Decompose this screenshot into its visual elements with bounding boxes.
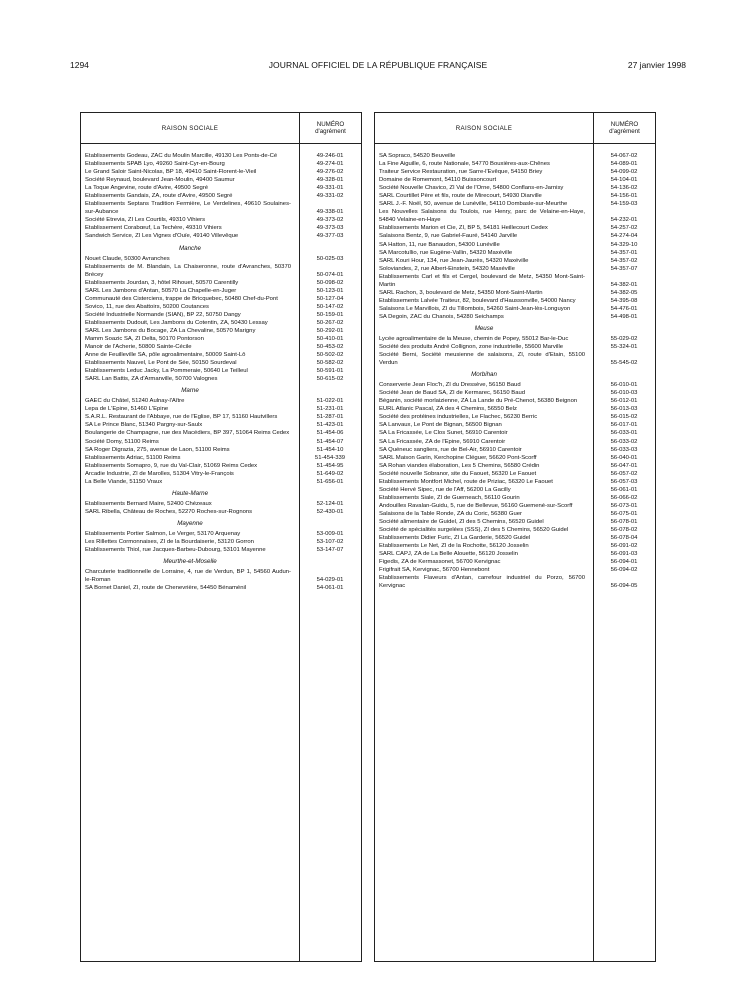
- approval-number: 50-147-02: [316, 303, 344, 310]
- company-name: Société Industrielle Normande (SIAN), BP 22, 50750 Dangy: [85, 311, 241, 318]
- approval-number: 56-010-03: [610, 390, 638, 397]
- table-row: [375, 208, 655, 224]
- company-name: Société Jean de Baud SA, ZI de Kermarec, 56150 Baud: [379, 390, 526, 397]
- company-name: SARL Lan Battis, ZA d'Armanville, 50700 Valognes: [85, 376, 218, 383]
- table-row: [375, 526, 655, 534]
- table-row: [81, 311, 361, 319]
- approval-number: 54-274-04: [610, 233, 638, 240]
- company-name: Le Grand Saloir Saint-Nicolas, BP 18, 49410 Saint-Florent-le-Vieil: [85, 169, 257, 176]
- approval-number: 50-453-02: [316, 344, 344, 351]
- table-row: [81, 176, 361, 184]
- company-name: La Belle Viande, 51150 Vraux: [85, 478, 163, 485]
- table-row: [375, 265, 655, 273]
- company-name: Communauté des Cisterciens, trappe de Bricquebec, 50480 Chef-du-Pont: [85, 295, 278, 302]
- company-name: SA La Fricassée, Le Clos Sunet, 56910 Carentoir: [379, 430, 508, 437]
- approval-number: 56-033-02: [610, 438, 638, 445]
- company-name: Société de spécialités surgelées (SSS), ZI des 5 Chemins, 56520 Guidel: [379, 527, 569, 534]
- table-row: [81, 462, 361, 470]
- page-number: 1294: [70, 60, 89, 70]
- department-heading: Marne: [181, 387, 199, 395]
- company-name: SARL Maison Garin, Kerchopine Cléguer, 56620 Pont-Scorff: [379, 454, 537, 461]
- company-name: Société Etrevia, ZI Les Courtils, 49310 Vihiers: [85, 217, 206, 224]
- approval-number: 56-040-01: [610, 454, 638, 461]
- table-row: [81, 438, 361, 446]
- table-row: [81, 568, 361, 584]
- company-name: Etablissements Bernard Maire, 52400 Chézeaux: [85, 500, 212, 507]
- company-name: Etablissements Jourdan, 3, hôtel Rihouet, 50570 Carentilly: [85, 279, 239, 286]
- table-row: [375, 313, 655, 321]
- table-row: [375, 192, 655, 200]
- company-name: Conserverie Jean Floc'h, ZI du Dressève, 56150 Baud: [379, 382, 521, 389]
- company-name: SARL Kouri Hour, 134, rue Jean-Jaurès, 54320 Maxéville: [379, 257, 529, 264]
- company-name: SARL J.-F. Noël, 50, avenue de Lunéville, 54110 Dombasle-sur-Meurthe: [379, 201, 568, 208]
- approval-number: 49-338-01: [316, 209, 344, 216]
- company-name: SA Degoin, ZAC du Chanois, 54280 Seichamps: [379, 313, 504, 320]
- approval-number: 56-010-01: [610, 382, 638, 389]
- approval-number: 54-089-01: [610, 161, 638, 168]
- company-name: Salaisons Bentz, 9, rue Gabriel-Fauré, 54140 Jarville: [379, 233, 518, 240]
- approval-number: 56-013-03: [610, 406, 638, 413]
- table-row: [375, 224, 655, 232]
- approval-number: 56-047-01: [610, 462, 638, 469]
- table-row: [375, 478, 655, 486]
- table-row: [375, 397, 655, 405]
- table-row: [375, 413, 655, 421]
- approval-number: 55-324-01: [610, 344, 638, 351]
- column-header-number-line2: d'agrément: [609, 128, 640, 135]
- company-name: Société alimentaire de Guidel, ZI des 5 Chemins, 56520 Guidel: [379, 518, 544, 525]
- left-table-body: [81, 144, 361, 592]
- table-row: [375, 429, 655, 437]
- department-heading: Haute-Marne: [171, 489, 209, 497]
- approval-number: 54-257-02: [610, 225, 638, 232]
- company-name: EURL Atlanic Pascal, ZA des 4 Chemins, 56550 Belz: [379, 406, 517, 413]
- approval-number: 50-159-01: [316, 311, 344, 318]
- company-name: Etablissements Thiol, rue Jacques-Barbeu-Dubourg, 53101 Mayenne: [85, 546, 266, 553]
- department-heading: Morbihan: [471, 371, 497, 379]
- company-name: Boulangerie de Champagne, rue des Macédiers, BP 397, 51064 Reims Cedex: [85, 430, 290, 437]
- table-row: [81, 359, 361, 367]
- approval-number: 49-331-01: [316, 185, 344, 192]
- table-row: [81, 287, 361, 295]
- approval-number: 56-012-01: [610, 398, 638, 405]
- table-row: [375, 351, 655, 367]
- table-row: [81, 470, 361, 478]
- approval-number: 54-156-01: [610, 193, 638, 200]
- table-row: [375, 494, 655, 502]
- table-row: [375, 470, 655, 478]
- table-row: [375, 574, 655, 590]
- journal-title: JOURNAL OFFICIEL DE LA RÉPUBLIQUE FRANÇAISE: [268, 60, 488, 70]
- column-header-number: [594, 113, 655, 143]
- table-header: [81, 113, 361, 144]
- approval-number: 51-454-07: [316, 438, 344, 445]
- company-name: Béganin, société morlaizienne, ZA La Lande du Pré-Chenot, 56380 Beignon: [379, 398, 578, 405]
- company-name: La Toque Angevine, route d'Avire, 49500 Segré: [85, 185, 209, 192]
- table-row: [81, 351, 361, 359]
- table-row: [81, 335, 361, 343]
- approval-number: 49-274-01: [316, 161, 344, 168]
- company-name: Frigifrait SA, Kervignac, 56700 Hennebont: [379, 567, 490, 574]
- approval-number: 51-423-01: [316, 422, 344, 429]
- approval-number: 51-649-02: [316, 470, 344, 477]
- company-name: Etablissements Montfort Michel, route de Priziac, 56320 Le Faouet: [379, 478, 553, 485]
- company-name: Etablissements Somapro, 9, rue du Val-Clair, 51069 Reims Cedex: [85, 462, 258, 469]
- table-header: [375, 113, 655, 144]
- department-heading: Meurthe-et-Moselle: [163, 558, 217, 566]
- company-name: Etablissements Nauvel, Le Pont de Sée, 50150 Sourdeval: [85, 360, 237, 367]
- table-row: [375, 297, 655, 305]
- table-row: [81, 319, 361, 327]
- approval-number: 56-094-01: [610, 559, 638, 566]
- approval-number: 51-454-95: [316, 462, 344, 469]
- table-row: [81, 397, 361, 405]
- issue-date: 27 janvier 1998: [627, 60, 686, 70]
- approval-number: 56-073-01: [610, 502, 638, 509]
- table-row: [81, 508, 361, 516]
- table-row: [81, 546, 361, 554]
- table-row: [375, 438, 655, 446]
- company-name: Etablissements Siale, ZI de Guerneach, 56110 Gourin: [379, 494, 520, 501]
- company-name: Etablissements Godeau, ZAC du Moulin Marcille, 49130 Les Ponts-de-Cé: [85, 153, 278, 159]
- table-row: [375, 389, 655, 397]
- approval-number: 50-098-02: [316, 279, 344, 286]
- approval-number: 50-591-01: [316, 368, 344, 375]
- company-name: GAEC du Châtel, 51240 Aulnay-l'Aître: [85, 398, 185, 405]
- table-row: [375, 200, 655, 208]
- company-name: SA Marcotullio, rue Eugène-Vallin, 54320 Maxéville: [379, 249, 513, 256]
- company-name: SARL CAPJ, ZA de La Belle Alouette, 56120 Josselin: [379, 551, 518, 558]
- table-row: [375, 558, 655, 566]
- company-name: Société Domy, 51100 Reims: [85, 438, 159, 445]
- approval-number: 50-267-02: [316, 319, 344, 326]
- table-row: [81, 168, 361, 176]
- table-row: [375, 249, 655, 257]
- company-name: SARL Ribella, Château de Roches, 52270 Roches-sur-Rognons: [85, 508, 253, 515]
- table-row: [375, 421, 655, 429]
- table-row: [81, 367, 361, 375]
- approval-number: 52-124-01: [316, 500, 344, 507]
- table-row: [81, 413, 361, 421]
- table-row: [375, 335, 655, 343]
- table-row: [375, 454, 655, 462]
- table-row: [375, 343, 655, 351]
- column-header-number-line1: NUMÉRO: [316, 121, 345, 128]
- company-name: Mamm Soazic SA, ZI Delta, 50170 Pontorson: [85, 335, 204, 342]
- approval-number: 50-615-02: [316, 376, 344, 383]
- company-name: Etablissements Flaveurs d'Antan, carrefour industriel du Porzo, 56700 Kervignac: [379, 575, 585, 590]
- approval-number: 49-373-03: [316, 225, 344, 232]
- table-row: [81, 160, 361, 168]
- department-heading: Meuse: [474, 324, 494, 332]
- column-header-number-line2: d'agrément: [315, 128, 346, 135]
- company-name: Lepa de L'Epine, 51460 L'Epine: [85, 406, 169, 413]
- table-row: [375, 381, 655, 389]
- company-name: Charcuterie traditionnelle de Lorraine, 4, rue de Verdun, BP 1, 54560 Audun-le-Roman: [85, 569, 291, 584]
- approval-number: 51-287-01: [316, 414, 344, 421]
- company-name: Société Reynaud, boulevard Jean-Moulin, 49400 Saumur: [85, 177, 235, 184]
- approval-number: 49-331-02: [316, 193, 344, 200]
- approval-number: 53-009-01: [316, 530, 344, 537]
- company-name: Société des protéines industrielles, Le Flachec, 56230 Berric: [379, 414, 538, 421]
- company-name: Société nouvelle Sobranor, site du Faouet, 56320 Le Faouet: [379, 470, 537, 477]
- approval-number: 54-159-03: [610, 201, 638, 208]
- approval-number: 56-091-02: [610, 543, 638, 550]
- company-name: Etablissements Septans Tradition Fermière, Le Verdelines, 49610 Soulaines-sur-Aubance: [85, 201, 291, 216]
- table-row: [375, 289, 655, 297]
- company-name: Salaisons Le Marvillois, ZI du Tillombois, 54260 Saint-Jean-lès-Longuyon: [379, 305, 571, 312]
- approval-number: 56-057-03: [610, 478, 638, 485]
- approval-number: 56-078-01: [610, 518, 638, 525]
- table-row: [81, 454, 361, 462]
- company-name: SA Hatton, 11, rue Banaudon, 54300 Lunéville: [379, 241, 500, 248]
- company-name: S.A.R.L. Restaurant de l'Abbaye, rue de l'Eglise, BP 17, 51160 Hautvillers: [85, 414, 278, 421]
- company-name: Etablissements Lalvée Traiteur, 82, boulevard d'Haussonville, 54000 Nancy: [379, 297, 576, 304]
- company-name: Etablissements Leduc Jacky, La Pommeraie, 50640 Le Teilleul: [85, 368, 248, 375]
- approval-number: 54-329-10: [610, 241, 638, 248]
- table-row: [375, 550, 655, 558]
- approval-number: 54-357-07: [610, 265, 638, 272]
- company-name: SA Roger Digrazia, 275, avenue de Laon, 51100 Reims: [85, 446, 230, 453]
- approval-number: 50-127-04: [316, 295, 344, 302]
- approval-number: 56-078-02: [610, 527, 638, 534]
- table-row: [81, 478, 361, 486]
- table-row: [375, 405, 655, 413]
- table-row: [375, 305, 655, 313]
- approval-number: 54-099-02: [610, 169, 638, 176]
- column-header-name: RAISON SOCIALE: [81, 113, 300, 143]
- table-row: [81, 405, 361, 413]
- approval-number: 56-061-01: [610, 486, 638, 493]
- approval-number: 56-094-05: [610, 583, 638, 590]
- company-name: Arcadie Industrie, ZI de Marolles, 51304 Vitry-le-François: [85, 470, 234, 477]
- company-name: Sovico, 11, rue des Abattoirs, 50200 Coutances: [85, 303, 209, 310]
- company-name: SARL Rachon, 3, boulevard de Metz, 54350 Mont-Saint-Martin: [379, 289, 543, 296]
- approval-number: 56-017-01: [610, 422, 638, 429]
- company-name: Etablissements Carl et fils et Cergel, boulevard de Metz, 54350 Mont-Saint-Martin: [379, 273, 585, 288]
- approval-number: 54-357-01: [610, 249, 638, 256]
- department-heading: Mayenne: [177, 519, 203, 527]
- company-name: SA Lanvaux, Le Pont de Bignan, 56500 Bignan: [379, 422, 502, 429]
- page-header: [70, 60, 686, 74]
- approval-number: 51-231-01: [316, 406, 344, 413]
- company-name: SARL Les Jambons d'Antan, 50570 La Chapelle-en-Juger: [85, 287, 237, 294]
- approval-number: 49-328-01: [316, 177, 344, 184]
- approval-number: 51-022-01: [316, 398, 344, 405]
- approval-number: 54-061-01: [316, 585, 344, 592]
- approval-number: 54-232-01: [610, 217, 638, 224]
- company-name: Etablissements SPAB Lyo, 49260 Saint-Cyr-en-Bourg: [85, 161, 225, 168]
- company-name: Les Nouvelles Salaisons du Toulois, rue Henry, parc de Velaine-en-Haye, 54840 Velaine-en-Haye: [379, 209, 585, 224]
- table-row: [81, 279, 361, 287]
- company-name: Andouilles Ravalan-Guidu, 5, rue de Bellevue, 56160 Guemené-sur-Scorff: [379, 502, 573, 509]
- approval-number: 49-373-02: [316, 217, 344, 224]
- table-row: [81, 184, 361, 192]
- approval-number: 49-377-03: [316, 233, 344, 240]
- approval-number: 50-292-01: [316, 327, 344, 334]
- table-row: [81, 216, 361, 224]
- approval-number: 53-107-02: [316, 538, 344, 545]
- approval-number: 50-582-02: [316, 360, 344, 367]
- approval-number: 56-066-02: [610, 494, 638, 501]
- column-header-name: RAISON SOCIALE: [375, 113, 594, 143]
- column-header-number-line1: NUMÉRO: [610, 121, 639, 128]
- table-row: [375, 273, 655, 289]
- approval-number: 56-078-04: [610, 535, 638, 542]
- approval-number: 49-246-01: [316, 153, 344, 159]
- company-name: SA Bornet Daniel, ZI, route de Chenevrière, 54450 Bénaménil: [85, 585, 247, 592]
- company-name: Soloviandes, 2, rue Albert-Einstein, 54320 Maxéville: [379, 265, 515, 272]
- table-row: [81, 295, 361, 303]
- approval-number: 56-033-03: [610, 446, 638, 453]
- company-name: Société des produits André Collignon, zone industrielle, 55600 Marville: [379, 344, 564, 351]
- company-name: SA Sopraco, 54520 Beuveille: [379, 153, 456, 159]
- company-name: SA Rohan viandes élaboration, Les 5 Chemins, 56580 Crédin: [379, 462, 540, 469]
- company-name: Etablissements Gandais, ZA, route d'Avire, 49500 Segré: [85, 193, 233, 200]
- table-row: [375, 502, 655, 510]
- approval-number: 54-382-05: [610, 289, 638, 296]
- table-row: [375, 152, 655, 160]
- approval-number: 51-454-06: [316, 430, 344, 437]
- approval-number: 50-502-02: [316, 352, 344, 359]
- approval-number: 54-104-01: [610, 177, 638, 184]
- left-table: [80, 112, 362, 962]
- table-row: [375, 534, 655, 542]
- company-name: Les Rillettes Cormonnaises, ZI de la Bourdaiserie, 53120 Gorron: [85, 538, 254, 545]
- company-name: La Fine Aiguille, 6, route Nationale, 54770 Bouxières-aux-Chênes: [379, 161, 550, 168]
- approval-number: 49-276-02: [316, 169, 344, 176]
- table-row: [375, 542, 655, 550]
- company-name: SA Le Prince Blanc, 51340 Pargny-sur-Saulx: [85, 422, 203, 429]
- approval-number: 54-476-01: [610, 305, 638, 312]
- company-name: SA Quéneuc sangliers, rue de Bel-Air, 56910 Carentoir: [379, 446, 522, 453]
- approval-number: 53-147-07: [316, 546, 344, 553]
- table-row: [375, 510, 655, 518]
- approval-number: 56-091-03: [610, 551, 638, 558]
- table-row: [375, 160, 655, 168]
- table-row: [81, 192, 361, 200]
- company-name: Etablissements Didier Furic, ZI La Garderie, 56520 Guidel: [379, 535, 531, 542]
- approval-number: 55-545-02: [610, 360, 638, 367]
- approval-number: 56-075-01: [610, 510, 638, 517]
- table-row: [375, 257, 655, 265]
- table-row: [81, 327, 361, 335]
- table-row: [375, 462, 655, 470]
- table-row: [81, 232, 361, 240]
- table-row: [81, 500, 361, 508]
- company-name: Etablissements Le Net, ZI de la Rochotte, 56120 Josselin: [379, 543, 529, 550]
- approval-number: 54-029-01: [316, 577, 344, 584]
- table-row: [375, 176, 655, 184]
- company-name: Etablissements Adriac, 51100 Reims: [85, 454, 181, 461]
- right-table-body: [375, 144, 655, 590]
- approval-number: 51-454-339: [314, 454, 346, 461]
- table-row: [81, 538, 361, 546]
- table-row: [375, 184, 655, 192]
- company-name: Salaisons de la Table Ronde, ZA du Coric, 56380 Guer: [379, 510, 522, 517]
- company-name: Etablissement Corabœuf, La Techère, 49310 Vihiers: [85, 225, 222, 232]
- table-row: [81, 303, 361, 311]
- right-table: [374, 112, 656, 962]
- approval-number: 56-033-01: [610, 430, 638, 437]
- column-header-number: [300, 113, 361, 143]
- table-row: [81, 421, 361, 429]
- table-row: [81, 446, 361, 454]
- approval-number: 54-136-02: [610, 185, 638, 192]
- approval-number: 56-015-02: [610, 414, 638, 421]
- table-row: [375, 518, 655, 526]
- table-row: [81, 255, 361, 263]
- table-row: [375, 241, 655, 249]
- table-row: [375, 486, 655, 494]
- approval-number: 51-454-10: [316, 446, 344, 453]
- table-row: [81, 200, 361, 216]
- approval-number: 54-382-01: [610, 281, 638, 288]
- company-name: Etablissements Marion et Cie, ZI, BP 5, 54181 Heillecourt Cedex: [379, 225, 548, 232]
- table-row: [81, 343, 361, 351]
- table-row: [81, 263, 361, 279]
- approval-number: 50-410-01: [316, 335, 344, 342]
- company-name: Etablissements de M. Blandain, La Chaiseronne, route d'Avranches, 50370 Brécey: [85, 263, 291, 278]
- table-row: [375, 232, 655, 240]
- approval-number: 50-025-03: [316, 255, 344, 262]
- company-name: Lycée agroalimentaire de la Meuse, chemin de Popey, 55012 Bar-le-Duc: [379, 335, 569, 342]
- company-name: Nouet Claude, 50300 Avranches: [85, 255, 170, 262]
- approval-number: 56-094-02: [610, 567, 638, 574]
- company-name: Société Nouvelle Chavico, ZI Val de l'Orne, 54800 Conflans-en-Jarnisy: [379, 185, 564, 192]
- approval-number: 55-029-02: [610, 335, 638, 342]
- table-row: [375, 446, 655, 454]
- approval-number: 50-123-01: [316, 287, 344, 294]
- approval-number: 54-357-02: [610, 257, 638, 264]
- table-row: [81, 584, 361, 592]
- approval-number: 51-656-01: [316, 478, 344, 485]
- company-name: SARL Les Jambons du Bocage, ZA La Chevaline, 50570 Marigny: [85, 327, 256, 334]
- approval-number: 54-498-01: [610, 313, 638, 320]
- table-row: [81, 530, 361, 538]
- approval-number: 54-395-08: [610, 297, 638, 304]
- approval-number: 56-057-02: [610, 470, 638, 477]
- company-name: SARL Courtillet Père et fils, route de Mirecourt, 54930 Diarville: [379, 193, 542, 200]
- approval-number: 52-430-01: [316, 508, 344, 515]
- table-row: [375, 168, 655, 176]
- table-row: [81, 152, 361, 160]
- company-name: Etablissements Portier Salmon, Le Verger, 53170 Arquenay: [85, 530, 241, 537]
- company-name: Société Berni, Société meusienne de salaisons, ZI, route d'Etain, 55100 Verdun: [379, 352, 585, 367]
- table-row: [81, 429, 361, 437]
- table-row: [81, 375, 361, 383]
- department-heading: Manche: [178, 244, 201, 252]
- table-row: [81, 224, 361, 232]
- company-name: Etablissements Dudouit, Les Jambons du Cotentin, ZA, 50430 Lessay: [85, 319, 268, 326]
- company-name: SA La Fricassée, ZA de l'Epine, 56910 Carentoir: [379, 438, 506, 445]
- approval-number: 50-074-01: [316, 271, 344, 278]
- company-name: Figedis, ZA de Kermassonet, 56700 Kervignac: [379, 559, 501, 566]
- company-name: Traiteur Service Restauration, rue Sarre-l'Evêque, 54150 Briey: [379, 169, 543, 176]
- company-name: Manoir de l'Acherie, 50800 Sainte-Cécile: [85, 344, 192, 351]
- table-row: [375, 566, 655, 574]
- company-name: Sandwich Service, ZI Les Vignes d'Ouïe, 49140 Villevêque: [85, 233, 239, 240]
- company-name: Société Hervé Sipec, rue de l'Aff, 56200 La Gacilly: [379, 486, 511, 493]
- approval-number: 54-067-02: [610, 153, 638, 159]
- company-name: Anne de Feuilleville SA, pôle agroalimentaire, 50009 Saint-Lô: [85, 352, 246, 359]
- company-name: Domaine de Romemont, 54110 Buissoncourt: [379, 177, 497, 184]
